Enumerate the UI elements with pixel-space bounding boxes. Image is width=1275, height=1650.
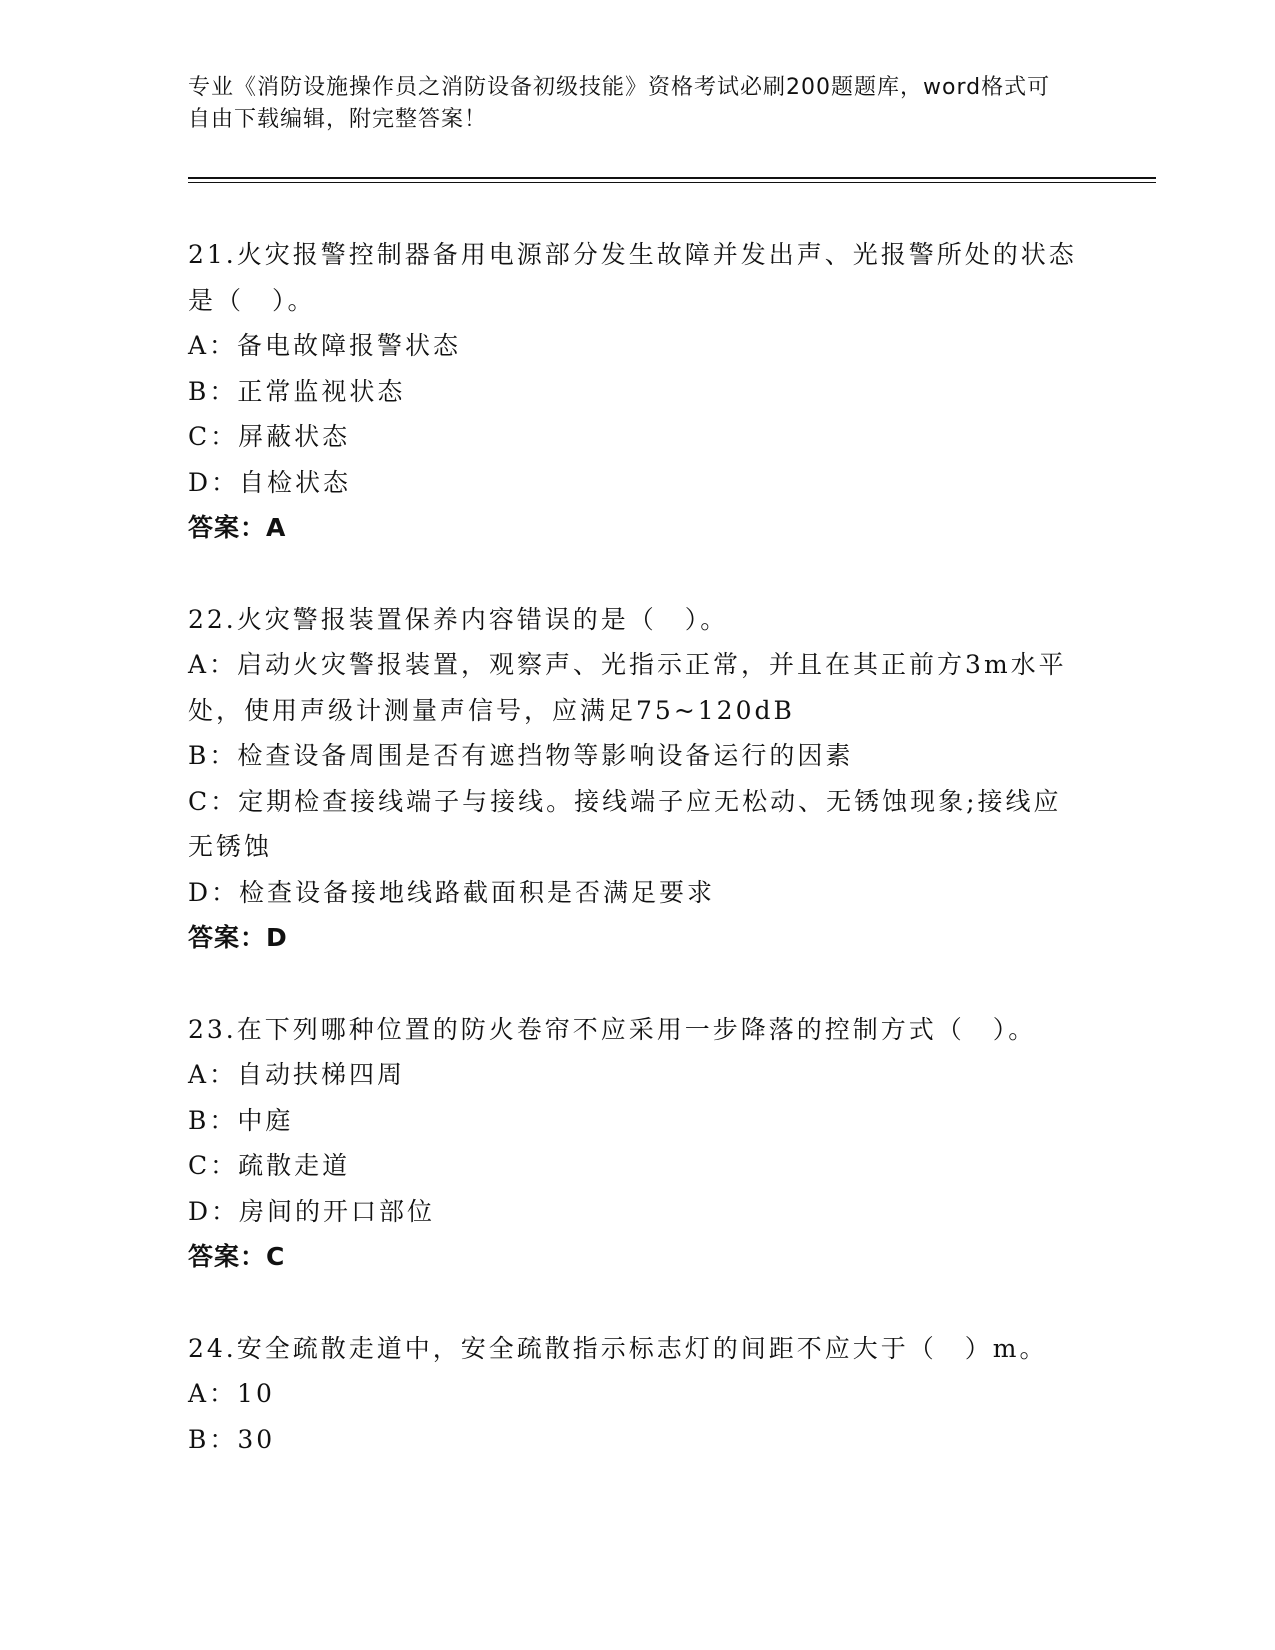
option-a: A：启动火灾警报装置，观察声、光指示正常，并且在其正前方3m水平处，使用声级计测量声信号，应满足75~120dB xyxy=(188,650,1067,725)
question-23 xyxy=(188,1007,1088,1280)
option-c: C：定期检查接线端子与接线。接线端子应无松动、无锈蚀现象;接线应无锈蚀 xyxy=(188,786,1062,861)
option-a: A：自动扶梯四周 xyxy=(188,1060,406,1089)
question-22 xyxy=(188,597,1088,961)
question-stem: 21.火灾报警控制器备用电源部分发生故障并发出声、光报警所处的状态是（ ）。 xyxy=(188,240,1077,315)
question-24 xyxy=(188,1326,1088,1463)
option-b: B：检查设备周围是否有遮挡物等影响设备运行的因素 xyxy=(188,741,854,770)
option-d: D：检查设备接地线路截面积是否满足要求 xyxy=(188,877,716,907)
option-c: C：疏散走道 xyxy=(188,1151,351,1180)
answer-line: 答案：D xyxy=(188,923,288,952)
question-stem: 24.安全疏散走道中，安全疏散指示标志灯的间距不应大于（ ）m。 xyxy=(188,1333,1048,1363)
answer-line: 答案：A xyxy=(188,513,287,542)
option-a: A：10 xyxy=(188,1379,275,1408)
document-header: 专业《消防设施操作员之消防设备初级技能》资格考试必刷200题题库，word格式可自由下载编辑，附完整答案！ xyxy=(188,75,1051,132)
option-b: B：30 xyxy=(188,1424,276,1454)
question-stem: 23.在下列哪种位置的防火卷帘不应采用一步降落的控制方式（ ）。 xyxy=(188,1014,1037,1044)
question-list xyxy=(188,232,1088,1508)
question-21 xyxy=(188,232,1088,551)
option-a: A：备电故障报警状态 xyxy=(188,331,462,360)
question-stem: 22.火灾警报装置保养内容错误的是（ ）。 xyxy=(188,604,729,634)
header-divider-thin xyxy=(188,182,1156,183)
answer-line: 答案：C xyxy=(188,1242,286,1271)
option-d: D：自检状态 xyxy=(188,467,352,497)
header-divider-thick xyxy=(188,177,1156,179)
option-b: B：中庭 xyxy=(188,1105,294,1135)
option-d: D：房间的开口部位 xyxy=(188,1196,436,1226)
option-c: C：屏蔽状态 xyxy=(188,422,351,451)
option-b: B：正常监视状态 xyxy=(188,376,406,406)
